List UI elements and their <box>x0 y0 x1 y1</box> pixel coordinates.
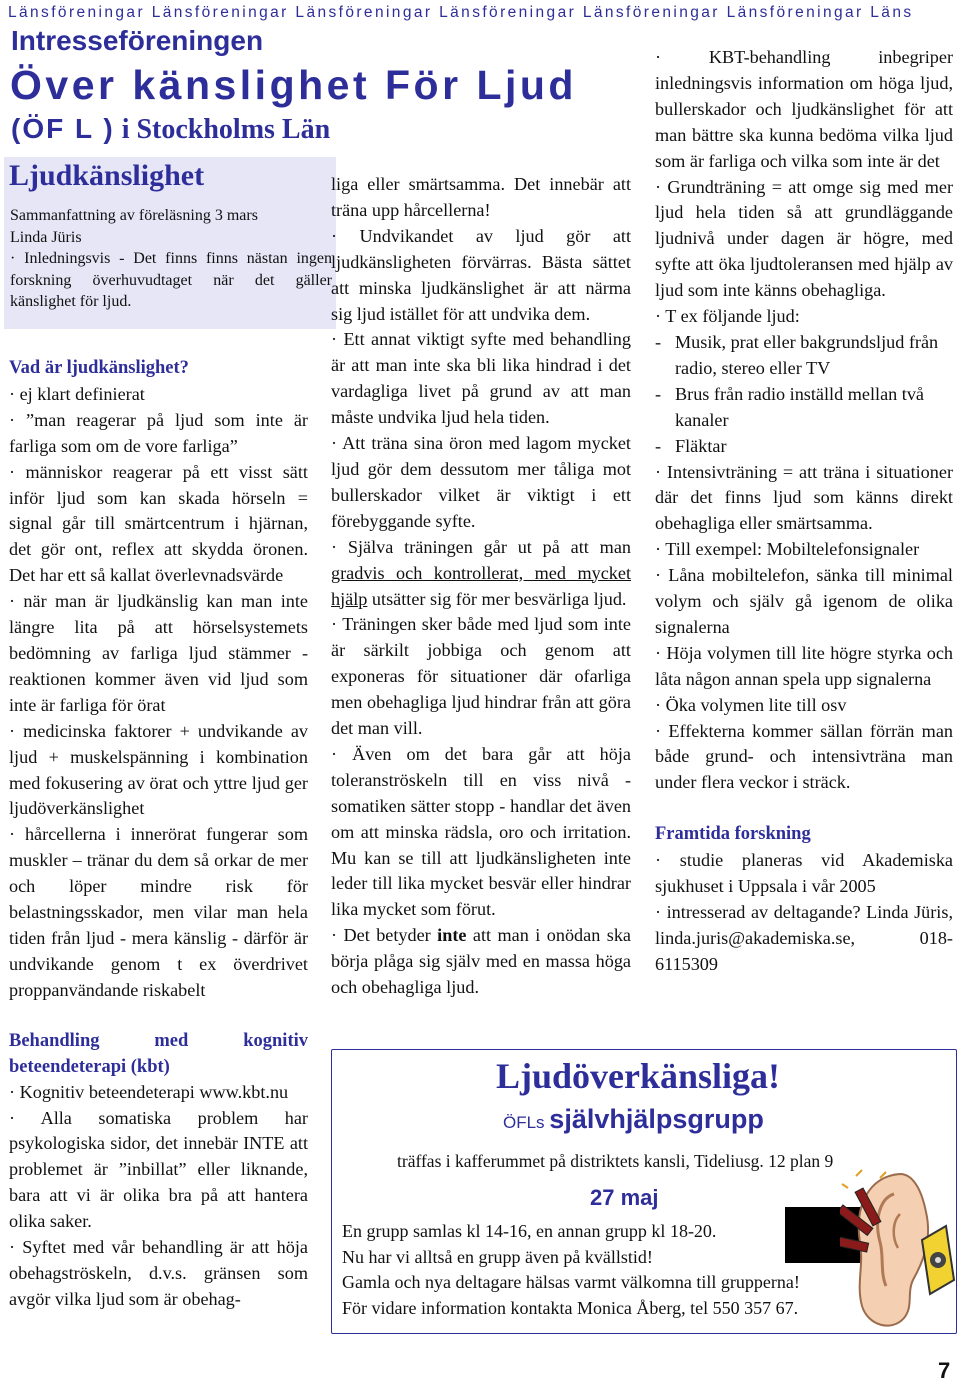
ad-line: Nu har vi alltså en grupp även på kvällstid! <box>342 1246 653 1267</box>
paragraph: · T ex följande ljud: <box>655 306 800 327</box>
paragraph: · Att träna sina öron med lagom mycket ljud gör dem dessutom mer tåliga mot bullerskador vilket är viktigt i ett förebyggande syfte. <box>331 433 631 531</box>
ad-meeting-place: träffas i kafferummet på distriktets kansli, Tideliusg. 12 plan 9 <box>397 1151 834 1171</box>
paragraph: · ej klart definierat <box>9 383 145 404</box>
column-1 <box>9 356 308 1313</box>
section-heading: Vad är ljudkänslighet? <box>9 358 189 378</box>
ad-title: Ljudöverkänsliga! <box>496 1056 781 1096</box>
paragraph: · KBT-behandling inbegriper inledningsvis information om höga ljud, bullerskador och ljudkänslighet för att man bättre ska kunna bedöma vilka ljud som är farliga och vilka som inte är det <box>655 47 953 171</box>
section-heading: Framtida forskning <box>655 824 811 845</box>
paragraph: · Träningen sker både med ljud som inte är särkilt jobbiga och genom att exponeras för situationer där ofarliga men obehagliga ljud hindrar från att göra det man vill. <box>331 614 631 739</box>
paragraph: · medicinska faktorer + undvikande av ljud + muskelspänning i kombination med fokusering av örat och yttre ljud ger ljudöverkänslighet <box>9 720 308 819</box>
org-title-line2: Över känslighet För Ljud <box>10 62 577 108</box>
ear-dynamite-illustration <box>840 1168 956 1336</box>
paragraph: · Låna mobiltelefon, sänka till minimal volym och själv gå igenom de olika signalerna <box>655 565 953 637</box>
paragraph: · Undvikandet av ljud gör att ljudkänsligheten förvärras. Bästa sättet att minska ljudkänslighet är att närma sig ljud istället för att undvika dem. <box>331 225 631 324</box>
dash-item: - Brus från radio inställd mellan två kanaler <box>655 382 953 434</box>
text-span: · Själva träningen går ut på att man <box>331 536 631 557</box>
ad-subtitle <box>503 1104 764 1135</box>
paragraph: · ”man reagerar på ljud som inte är farliga som om de vore farliga” <box>9 409 308 456</box>
text-span: utsätter sig för mer besvärliga ljud. <box>367 588 627 609</box>
section-heading: Behandling med kognitiv beteendeterapi (kbt) <box>9 1030 308 1077</box>
ad-line: Gamla och nya deltagare hälsas varmt välkomna till grupperna! <box>342 1272 800 1293</box>
article-title: Ljudkänslighet <box>9 159 205 192</box>
org-abbreviation: (ÖF L ) <box>11 113 115 144</box>
dash-item: - Fläktar <box>655 434 953 460</box>
org-location: i Stockholms Län <box>114 114 331 145</box>
page-number: 7 <box>938 1358 951 1383</box>
paragraph: · när man är ljudkänslig kan man inte längre lita på att hörselsystemets bedömning av farliga ljud stämmer - reaktionen kommer även vid ljud som inte är farliga för örat <box>9 591 308 715</box>
ad-subtitle-main: självhjälpsgrupp <box>549 1104 764 1134</box>
org-title-line3 <box>11 113 330 146</box>
region-banner: Länsföreningar Länsföreningar Länsföreningar Länsföreningar Länsföreningar Länsföreningar Läns <box>8 4 914 21</box>
ad-subtitle-prefix: ÖFLs <box>503 1113 550 1132</box>
ad-line: För vidare information kontakta Monica Åberg, tel 550 357 67. <box>342 1297 799 1318</box>
summary-box <box>4 157 336 329</box>
underlined-text: gradvis och kontrollerat, med mycket hjälp <box>331 562 631 609</box>
paragraph: · Intensivträning = att träna i situationer där det finns ljud som känns direkt obehagliga eller smärtsamma. <box>655 461 953 534</box>
paragraph: · Även om det bara går att höja toleranströskeln till en viss nivå - somatiken sätter stopp - handlar det även om att minska rädsla, oro och irritation. Mu kan se till att ljudkänsligheten inte leder till lika mycket besvär eller hindrar lika mycket som förut. <box>331 743 631 920</box>
paragraph: · Ett annat viktigt syfte med behandling är att man inte ska bli lika hindrad i det vardagliga livet på grund av att man måste undvika ljud hela tiden. <box>331 329 631 428</box>
paragraph: · Grundträning = att omge sig med mer ljud hela tiden så att grundläggande ljudnivå under dagen är högre, med syfte att öka ljudtoleransen med hjälp av ljud som inte känns obehagliga. <box>655 176 953 301</box>
paragraph: · hårcellerna i innerörat fungerar som muskler – tränar du dem så orkar de mer och löper mindre risk för belastningsskador, men vilar man hela tiden från ljud - mera känslig - därför är undvikande genom t ex överdrivet proppanvändande riskabelt <box>9 824 308 1000</box>
dash-item-text: Musik, prat eller bakgrundsljud från radio, stereo eller TV <box>675 331 939 378</box>
summary-line: · Inledningsvis - Det finns finns nästan ingen forskning överhuvudtaget när det gäller känslighet för ljud. <box>10 250 332 310</box>
summary-body <box>10 205 332 313</box>
summary-line: Linda Jüris <box>10 228 82 246</box>
paragraph: · Höja volymen till lite högre styrka och låta någon annan spela upp signalerna <box>655 642 953 689</box>
dash-item-text: Brus från radio inställd mellan två kanaler <box>675 383 925 430</box>
paragraph: · människor reagerar på ett visst sätt inför ljud som kan skada hörseln = signal går till smärtcentrum i hjärnan, det gör ont, reflex att skydda öronen. Det har ett så kallat överlevnadsvärde <box>9 461 308 586</box>
paragraph: · Till exempel: Mobiltelefonsignaler <box>655 539 920 560</box>
text-span: · Det betyder <box>331 925 438 946</box>
org-title-line1: Intresseföreningen <box>11 25 264 56</box>
dash-item: - Musik, prat eller bakgrundsljud från radio, stereo eller TV <box>655 330 953 382</box>
column-3 <box>655 45 953 978</box>
paragraph: · intresserad av deltagande? Linda Jüris, linda.juris@akademiska.se, 018-6115309 <box>655 902 953 974</box>
ad-details <box>342 1219 800 1321</box>
paragraph: · Effekterna kommer sällan förrän man både grund- och intensivträna man under flera veckor i sträck. <box>655 720 953 793</box>
paragraph: · Syftet med vår behandling är att höja obehagströskeln, d.v.s. gränsen som avgör vilka ljud som är obehag- <box>9 1237 308 1309</box>
bold-text: inte <box>437 925 467 946</box>
ad-line: En grupp samlas kl 14-16, en annan grupp kl 18-20. <box>342 1221 717 1241</box>
paragraph <box>331 923 631 1001</box>
paragraph <box>331 535 631 613</box>
paragraph: · Alla somatiska problem har psykologiska sidor, det innebär INTE att problemet är ”inbillat” eller liknande, bara att vi är olika bra på att hantera olika saker. <box>9 1107 308 1232</box>
ad-date: 27 maj <box>590 1185 659 1210</box>
text-span: att man i onödan ska börja plåga sig själv med en massa höga och obehagliga ljud. <box>331 925 631 998</box>
paragraph: liga eller smärtsamma. Det innebär att träna upp hårcellerna! <box>331 174 631 220</box>
column-2 <box>331 172 631 1001</box>
paragraph: · Kognitiv beteendeterapi www.kbt.nu <box>9 1081 289 1102</box>
dash-item-text: Fläktar <box>675 435 727 456</box>
summary-line: Sammanfattning av föreläsning 3 mars <box>10 207 258 224</box>
paragraph: · Öka volymen lite till osv <box>655 694 847 715</box>
paragraph: · studie planeras vid Akademiska sjukhuset i Uppsala i vår 2005 <box>655 850 953 897</box>
